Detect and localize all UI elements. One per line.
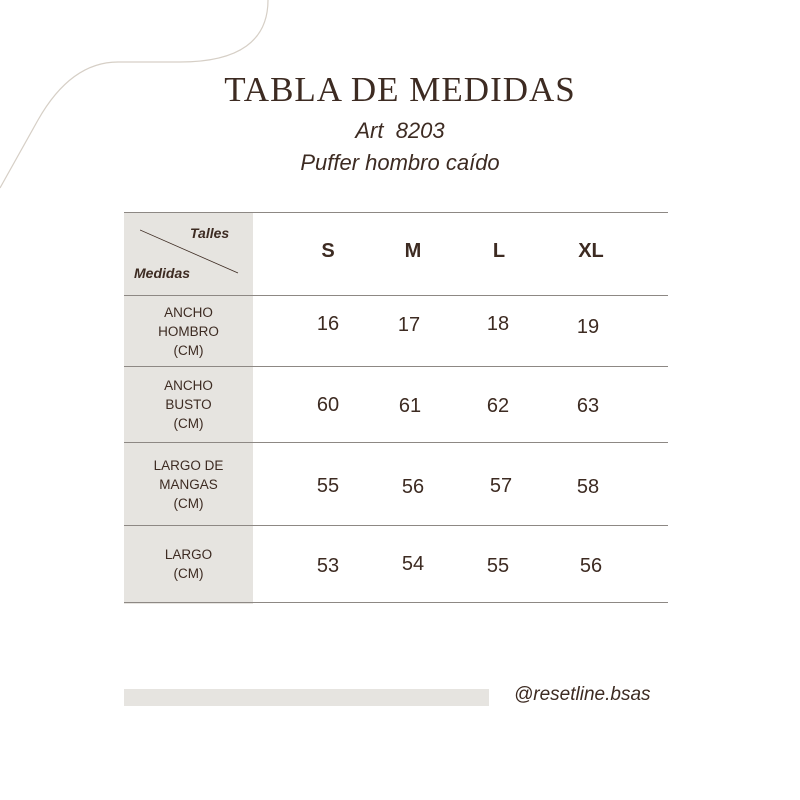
value-cell: 58 [576,476,600,498]
value-cell: 54 [401,553,425,575]
row-label-line: (CM) [173,566,204,581]
size-header-s: S [321,240,335,262]
row-label-line: HOMBRO [158,323,219,339]
row-label-line: ANCHO [164,304,213,320]
row-label-line: ANCHO [164,378,213,393]
value-cell: 18 [486,313,510,335]
value-cell: 16 [316,313,340,335]
value-cell: 19 [576,316,600,338]
value-cell: 62 [486,395,510,417]
row-label-line: (CM) [173,342,204,358]
size-table [124,212,668,604]
corner-talles-label: Talles [190,225,230,241]
product-subtitle: Puffer hombro caído [300,150,500,175]
row-label-line: LARGO DE [153,457,224,473]
row-label-line: (CM) [173,495,204,511]
value-cell: 57 [489,475,513,497]
row-label-line: MANGAS [159,476,218,492]
value-cell: 60 [316,394,340,416]
row-label-largo-de-mangas [124,443,253,525]
table-rule [124,212,668,213]
value-cell: 55 [486,555,510,577]
row-label-ancho-hombro [124,296,253,366]
size-header-xl: XL [578,240,604,262]
footer-bar [124,689,489,706]
value-cell: 56 [579,555,603,577]
table-rule [124,602,668,603]
article-number: Art 8203 [355,118,445,143]
size-header-m: M [404,240,422,262]
corner-medidas-label: Medidas [134,265,191,281]
value-cell: 61 [398,395,422,417]
social-handle: @resetline.bsas [514,684,651,705]
size-header-l: L [492,240,506,262]
value-cell: 17 [397,314,421,336]
page-title: TABLA DE MEDIDAS [224,70,576,109]
row-label-largo [124,526,253,602]
row-label-line: (CM) [173,416,204,431]
row-label-line: BUSTO [165,397,212,412]
row-label-line: LARGO [164,547,213,562]
value-cell: 55 [316,475,340,497]
value-cell: 63 [576,395,600,417]
row-label-ancho-busto [124,367,253,442]
value-cell: 56 [401,476,425,498]
value-cell: 53 [316,555,340,577]
